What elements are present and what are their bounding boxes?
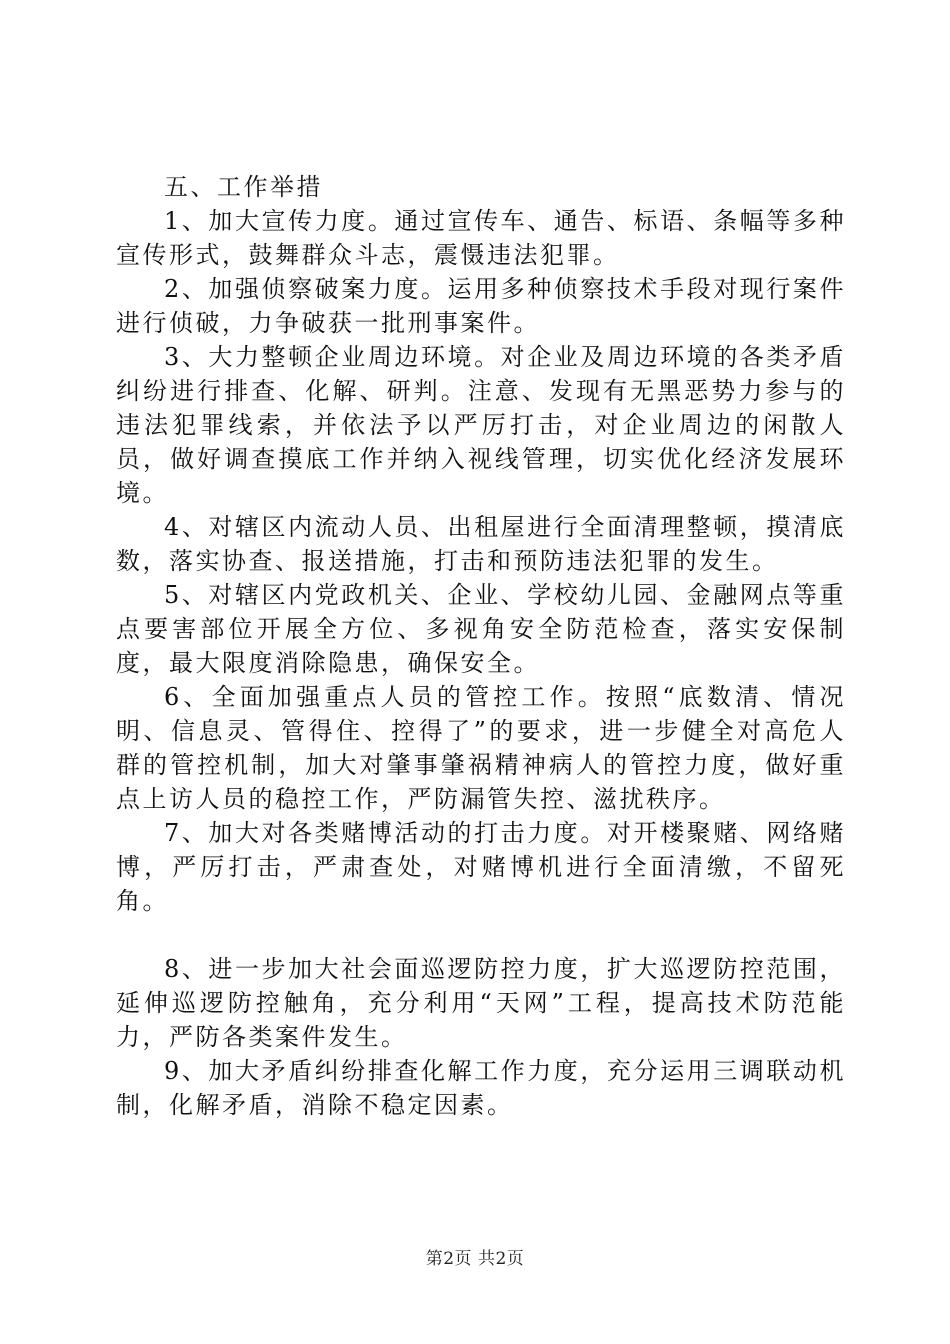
document-body (116, 170, 846, 1122)
paragraph-8: 8、进一步加大社会面巡逻防控力度，扩大巡逻防控范围，延伸巡逻防控触角，充分利用“天网”工程，提高技术防范能力，严防各类案件发生。 (116, 955, 846, 1051)
paragraph-6: 6、全面加强重点人员的管控工作。按照“底数清、情况明、信息灵、管得住、控得了”的要求，进一步健全对高危人群的管控机制，加大对肇事肇祸精神病人的管控力度，做好重点上访人员的稳控工作，严防漏管失控、滋扰秩序。 (116, 683, 846, 813)
paragraph-1: 1、加大宣传力度。通过宣传车、通告、标语、条幅等多种宣传形式，鼓舞群众斗志，震慑违法犯罪。 (116, 207, 846, 269)
paragraph-7: 7、加大对各类赌博活动的打击力度。对开楼聚赌、网络赌博，严厉打击，严肃查处，对赌博机进行全面清缴，不留死角。 (116, 819, 846, 915)
paragraph-5: 5、对辖区内党政机关、企业、学校幼儿园、金融网点等重点要害部位开展全方位、多视角安全防范检查，落实安保制度，最大限度消除隐患，确保安全。 (116, 581, 846, 677)
paragraph-2: 2、加强侦察破案力度。运用多种侦察技术手段对现行案件进行侦破，力争破获一批刑事案件。 (116, 275, 846, 337)
paragraph-3: 3、大力整顿企业周边环境。对企业及周边环境的各类矛盾纠纷进行排查、化解、研判。注意、发现有无黑恶势力参与的违法犯罪线索，并依法予以严厉打击，对企业周边的闲散人员，做好调查摸底工作并纳入视线管理，切实优化经济发展环境。 (116, 343, 846, 507)
page-footer: 第2页 共2页 (425, 1249, 525, 1269)
paragraph-4: 4、对辖区内流动人员、出租屋进行全面清理整顿，摸清底数，落实协查、报送措施，打击和预防违法犯罪的发生。 (116, 513, 846, 575)
section-heading: 五、工作举措 (164, 173, 323, 201)
paragraph-9: 9、加大矛盾纠纷排查化解工作力度，充分运用三调联动机制，化解矛盾，消除不稳定因素。 (116, 1057, 846, 1119)
